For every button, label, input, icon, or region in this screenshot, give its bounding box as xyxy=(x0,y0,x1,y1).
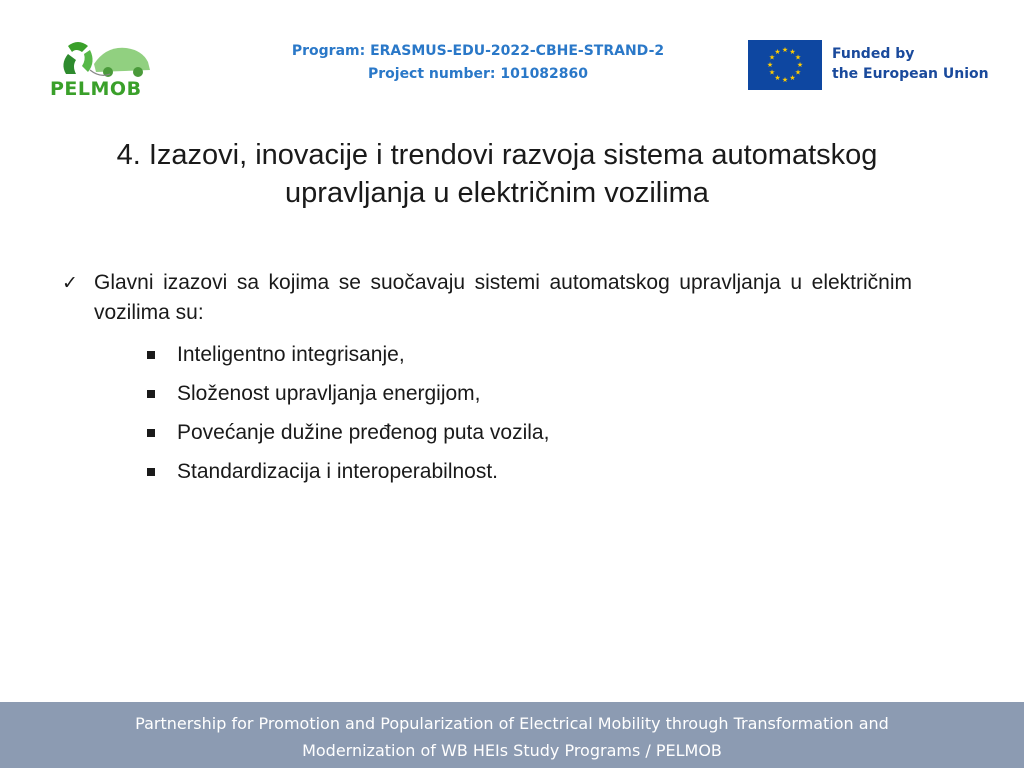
footer-bar xyxy=(0,702,1024,768)
footer-line-2: Modernization of WB HEIs Study Programs / PELMOB xyxy=(302,741,722,760)
program-line: Program: ERASMUS-EDU-2022-CBHE-STRAND-2 xyxy=(291,43,665,59)
checkmark-icon: ✓ xyxy=(62,272,78,294)
eu-star-icon: ★ xyxy=(768,69,776,77)
logo-text: PELMOB xyxy=(50,78,142,100)
pelmob-logo xyxy=(46,34,154,100)
footer-line-1: Partnership for Promotion and Popularization of Electrical Mobility through Transformation and xyxy=(135,714,889,733)
eu-star-icon: ★ xyxy=(781,77,789,84)
list-item xyxy=(145,338,549,377)
eu-line-1: Funded by xyxy=(832,46,915,62)
intro-paragraph xyxy=(62,268,912,328)
square-bullet-icon xyxy=(147,429,155,437)
challenges-list xyxy=(145,338,549,494)
eu-star-icon: ★ xyxy=(766,62,774,69)
square-bullet-icon xyxy=(147,468,155,476)
recycle-car-icon xyxy=(46,34,154,80)
eu-flag-icon xyxy=(748,40,822,90)
eu-star-icon: ★ xyxy=(781,47,789,54)
square-bullet-icon xyxy=(147,390,155,398)
list-item xyxy=(145,416,549,455)
list-item-text: Složenost upravljanja energijom, xyxy=(177,382,481,405)
list-item xyxy=(145,377,549,416)
title-line-2: upravljanja u električnim vozilima xyxy=(285,177,709,209)
eu-star-icon: ★ xyxy=(774,49,781,57)
eu-star-icon: ★ xyxy=(768,54,776,62)
eu-star-icon: ★ xyxy=(774,74,781,82)
eu-star-icon: ★ xyxy=(794,54,802,62)
eu-funding-text xyxy=(832,44,989,84)
eu-star-icon: ★ xyxy=(789,49,796,57)
program-info xyxy=(248,40,708,86)
eu-line-2: the European Union xyxy=(832,66,989,82)
eu-funding-badge xyxy=(748,40,998,90)
list-item xyxy=(145,455,549,494)
list-item-text: Povećanje dužine pređenog puta vozila, xyxy=(177,421,550,444)
intro-text: Glavni izazovi sa kojima se suočavaju sistemi automatskog upravljanja u električnim vozilima su: xyxy=(94,271,912,324)
project-number-line: Project number: 101082860 xyxy=(367,66,589,82)
list-item-text: Inteligentno integrisanje, xyxy=(177,343,405,366)
list-item-text: Standardizacija i interoperabilnost. xyxy=(177,460,499,483)
square-bullet-icon xyxy=(147,351,155,359)
eu-star-icon: ★ xyxy=(796,62,804,69)
footer-text xyxy=(40,710,984,764)
eu-star-icon: ★ xyxy=(789,74,796,82)
slide-title xyxy=(30,136,964,212)
eu-star-icon: ★ xyxy=(794,69,802,77)
title-line-1: 4. Izazovi, inovacije i trendovi razvoja sistema automatskog xyxy=(116,139,878,171)
